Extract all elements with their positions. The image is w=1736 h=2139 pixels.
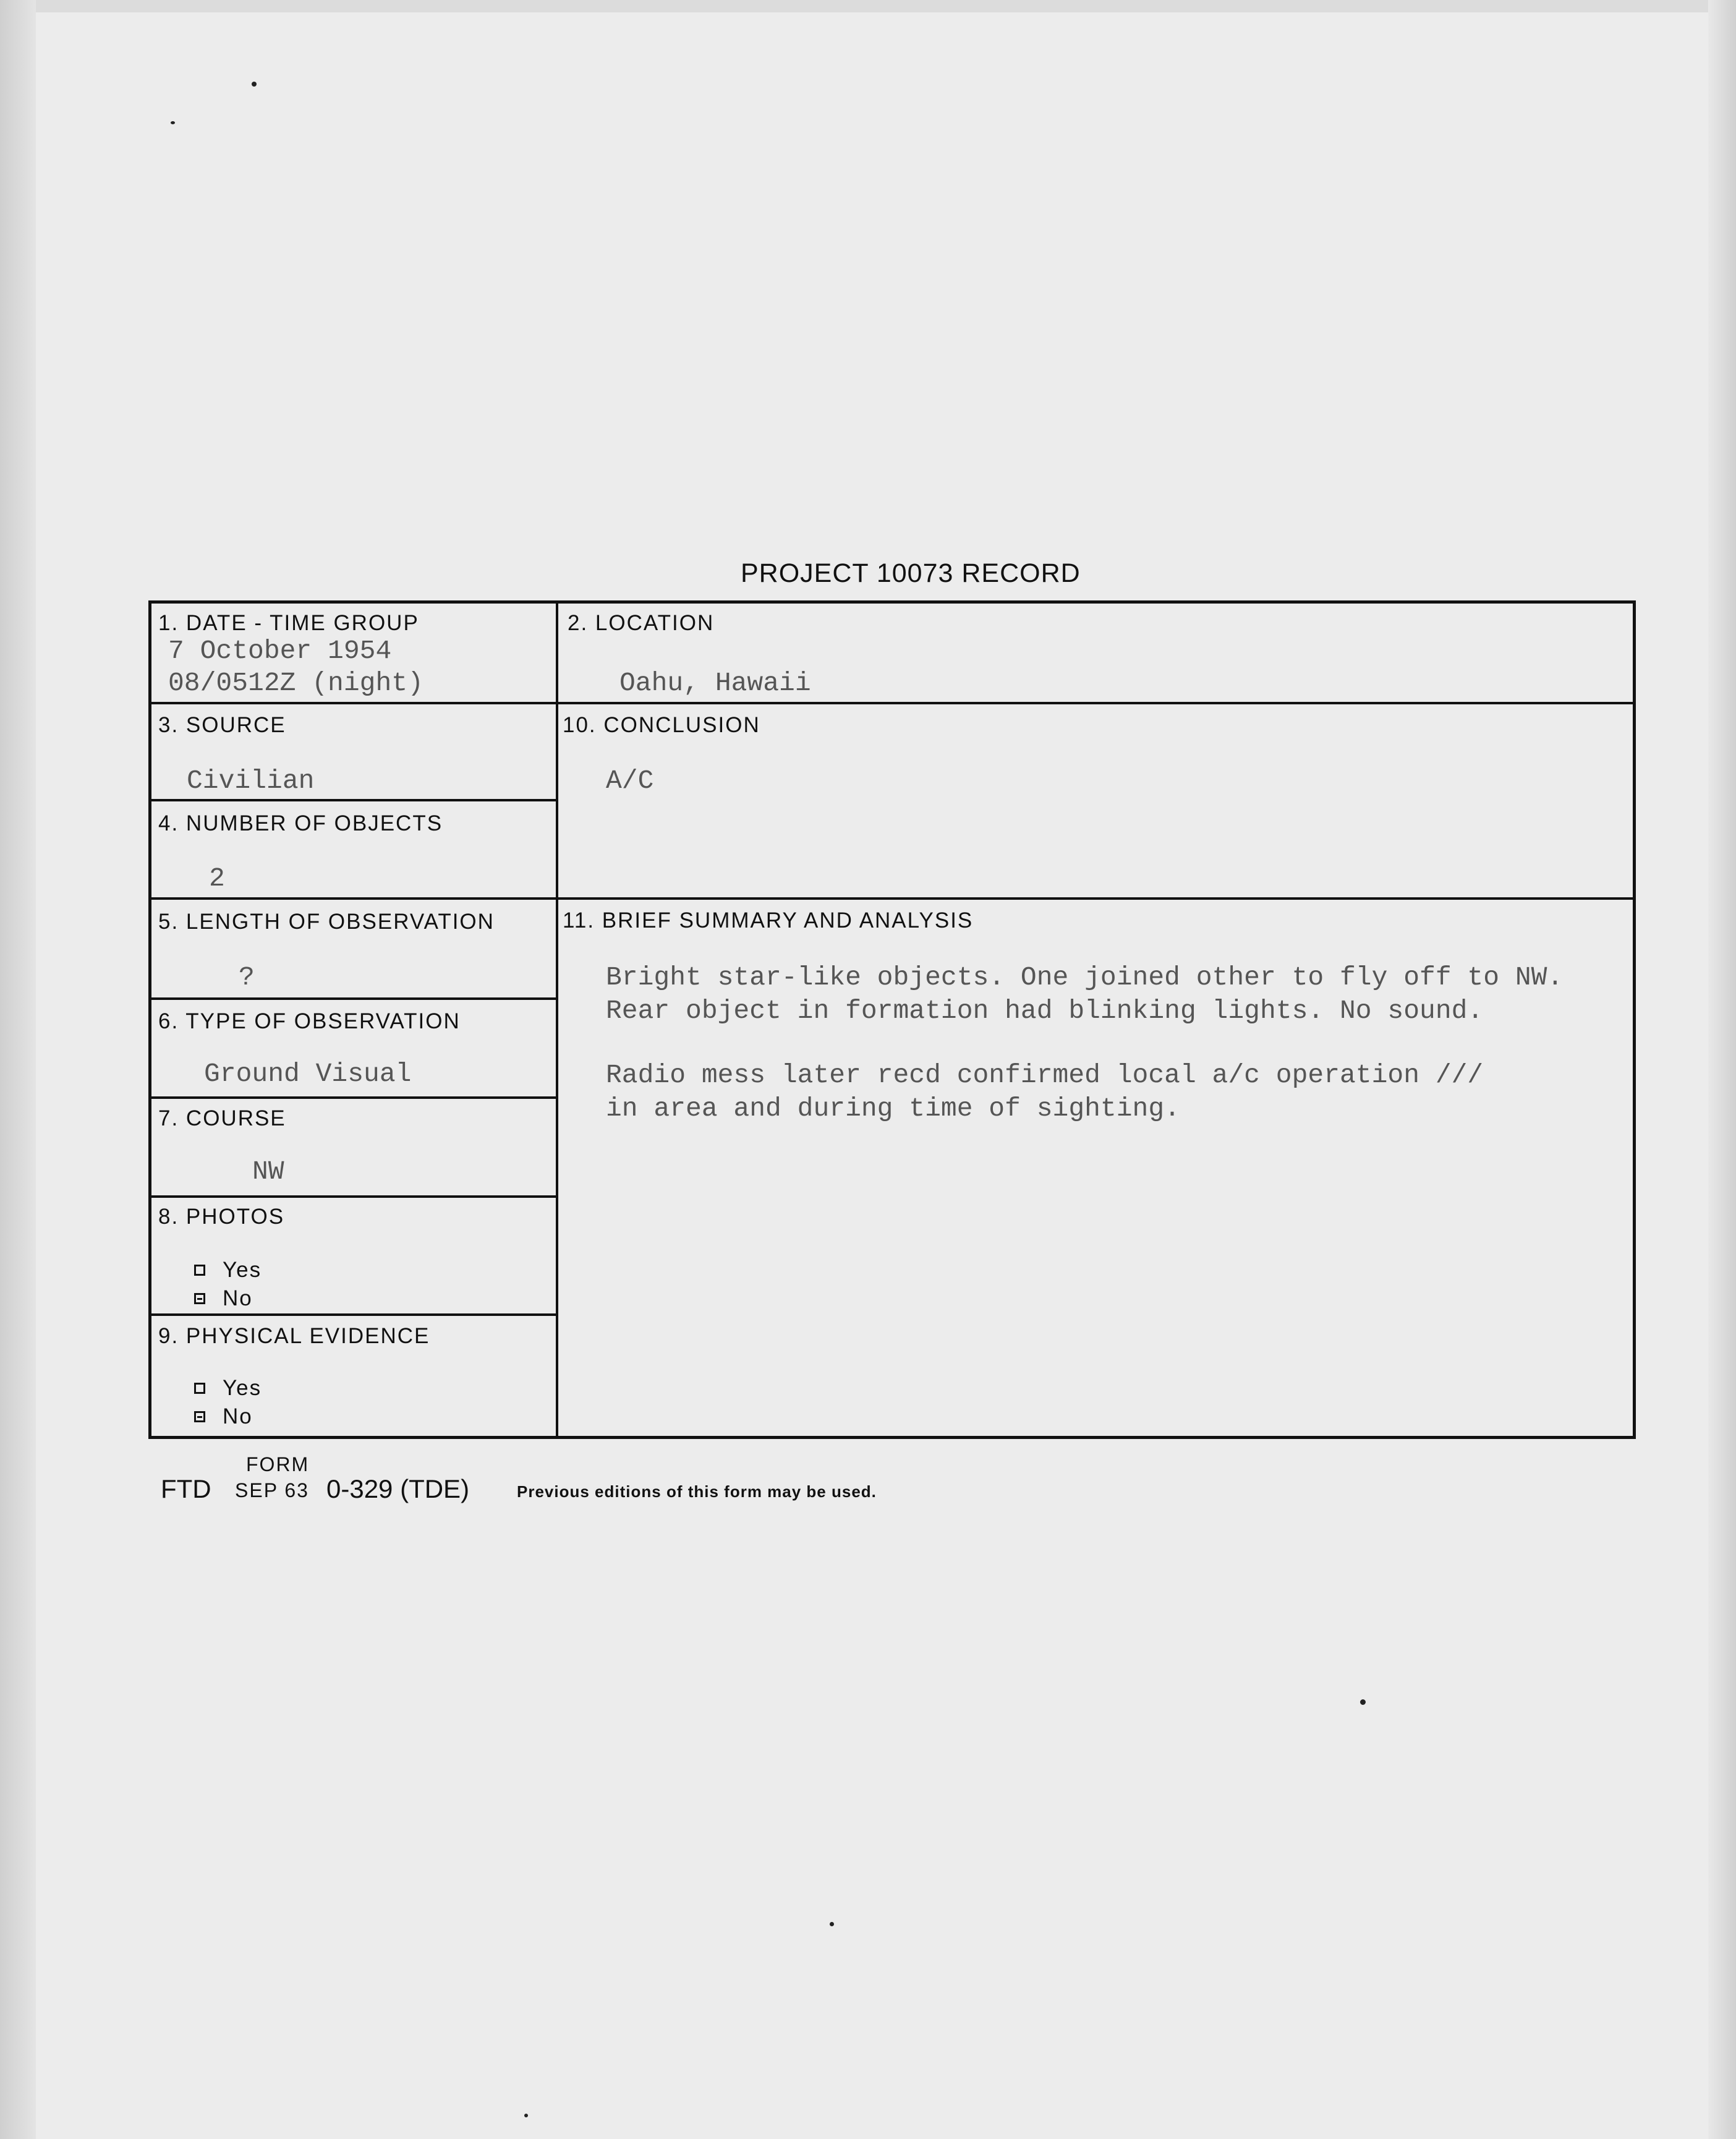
physical-evidence-yes-label: Yes (223, 1376, 262, 1400)
number-of-objects-value: 2 (209, 863, 225, 894)
scan-right-edge (1708, 0, 1736, 2139)
course-value: NW (252, 1156, 284, 1187)
row-divider (151, 1195, 556, 1198)
row-divider (151, 702, 1633, 704)
conclusion-label: 10. CONCLUSION (563, 713, 760, 737)
footer-note: Previous editions of this form may be used. (517, 1482, 877, 1501)
summary-label: 11. BRIEF SUMMARY AND ANALYSIS (563, 908, 974, 933)
row-divider (151, 997, 556, 1000)
length-of-observation-value: ? (239, 962, 255, 993)
photos-yes-checkbox[interactable] (194, 1265, 205, 1276)
summary-line: Rear object in formation had blinking lights. No sound. (606, 996, 1484, 1026)
physical-evidence-label: 9. PHYSICAL EVIDENCE (158, 1324, 430, 1348)
footer-form-word: FORM (246, 1453, 310, 1475)
summary-line: in area and during time of sighting. (606, 1093, 1180, 1124)
photos-no-label: No (223, 1286, 253, 1310)
location-label: 2. LOCATION (568, 611, 715, 635)
row-divider (151, 1096, 556, 1099)
column-divider (556, 604, 558, 1436)
type-of-observation-value: Ground Visual (204, 1059, 412, 1089)
source-value: Civilian (187, 766, 315, 796)
footer-date: SEP 63 (235, 1479, 309, 1501)
scan-speck (252, 82, 257, 87)
form-title: PROJECT 10073 RECORD (741, 558, 1081, 588)
scan-speck (830, 1922, 834, 1926)
photos-label: 8. PHOTOS (158, 1205, 285, 1229)
physical-evidence-no-checkbox[interactable] (194, 1411, 205, 1422)
row-divider (151, 799, 556, 801)
time-group-value: 08/0512Z (night) (168, 668, 423, 698)
scan-speck (1360, 1699, 1366, 1705)
footer-form-number: 0-329 (TDE) (326, 1474, 470, 1503)
date-time-group-label: 1. DATE - TIME GROUP (158, 611, 419, 635)
row-divider (151, 1313, 556, 1316)
summary-line: Bright star-like objects. One joined other to fly off to NW. (606, 962, 1564, 993)
row-divider (151, 897, 1633, 900)
course-label: 7. COURSE (158, 1106, 286, 1130)
length-of-observation-label: 5. LENGTH OF OBSERVATION (158, 910, 495, 934)
footer-ftd: FTD (161, 1474, 211, 1503)
source-label: 3. SOURCE (158, 713, 286, 737)
scan-left-edge (0, 0, 36, 2139)
photos-yes-label: Yes (223, 1258, 262, 1282)
physical-evidence-yes-checkbox[interactable] (194, 1383, 205, 1394)
scan-top-edge (0, 0, 1736, 12)
summary-line: Radio mess later recd confirmed local a/c operation /// (606, 1060, 1484, 1090)
physical-evidence-no-label: No (223, 1404, 253, 1428)
conclusion-value: A/C (606, 766, 654, 796)
scan-speck (171, 121, 175, 124)
type-of-observation-label: 6. TYPE OF OBSERVATION (158, 1009, 461, 1033)
number-of-objects-label: 4. NUMBER OF OBJECTS (158, 811, 443, 835)
photos-no-checkbox[interactable] (194, 1293, 205, 1304)
scan-speck (524, 2114, 528, 2117)
date-value: 7 October 1954 (168, 636, 392, 666)
location-value: Oahu, Hawaii (619, 668, 811, 698)
